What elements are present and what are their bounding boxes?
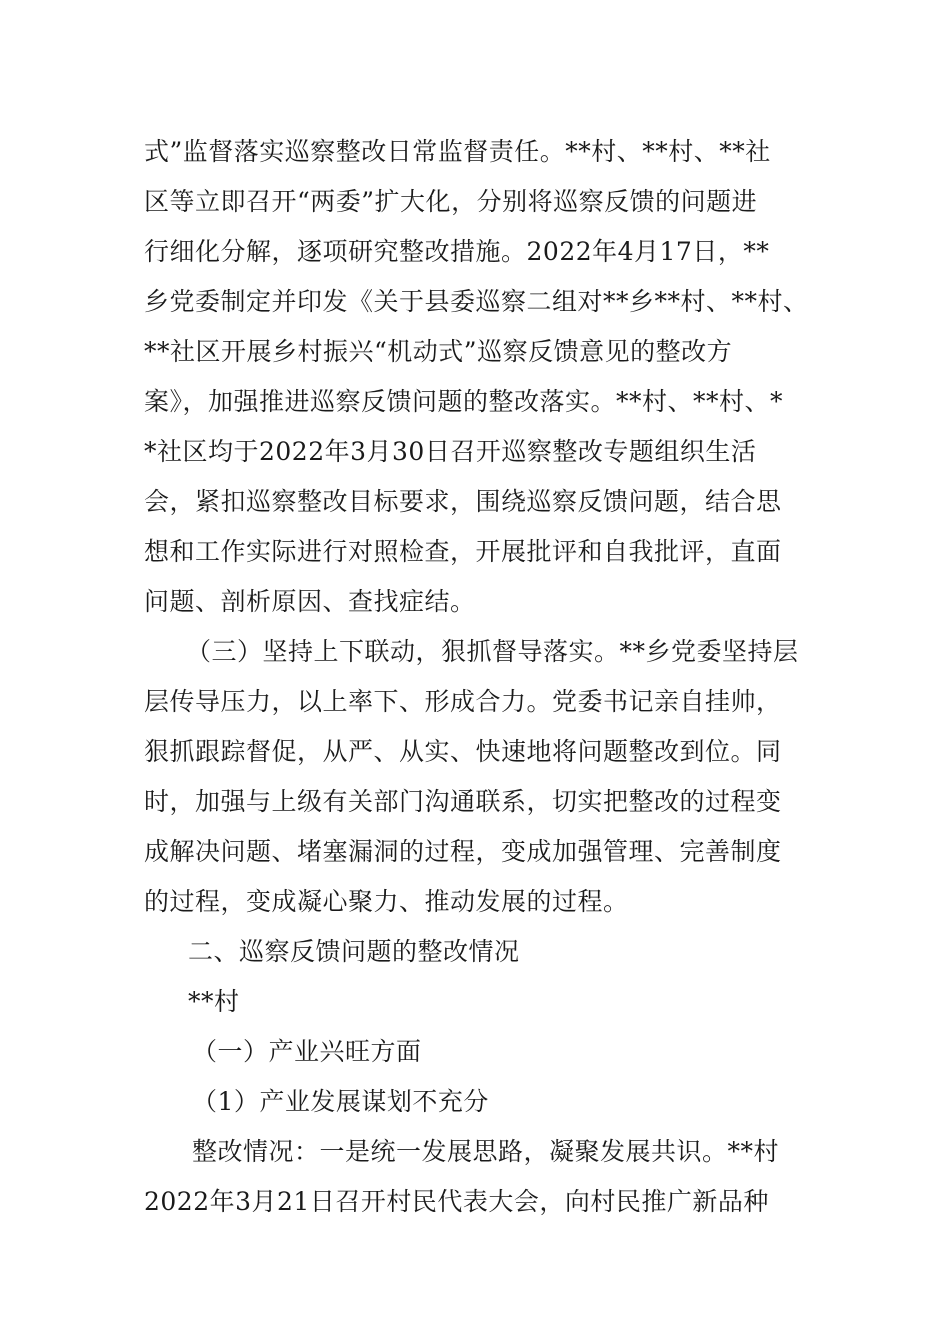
body-line-2: 区等立即召开“两委”扩大化，分别将巡察反馈的问题进 [144, 187, 758, 216]
rectification-line-2: 2022年3月21日召开村民代表大会，向村民推广新品种 [144, 1187, 769, 1216]
body-line-1: 式”监督落实巡察整改日常监督责任。**村、**村、**社 [144, 137, 771, 166]
body-line-5: **社区开展乡村振兴“机动式”巡察反馈意见的整改方 [144, 337, 733, 366]
rectification-line-1: 整改情况：一是统一发展思路，凝聚发展共识。**村 [192, 1137, 780, 1166]
body-line-10: 问题、剖析原因、查找症结。 [144, 587, 476, 616]
body-line-4: 乡党委制定并印发《关于县委巡察二组对**乡**村、**村、 [144, 287, 809, 316]
body-line-13: 狠抓跟踪督促，从严、从实、快速地将问题整改到位。同 [144, 737, 782, 766]
body-line-8: 会，紧扣巡察整改目标要求，围绕巡察反馈问题，结合思 [144, 487, 782, 516]
body-line-15: 成解决问题、堵塞漏洞的过程，变成加强管理、完善制度 [144, 837, 782, 866]
body-line-6: 案》，加强推进巡察反馈问题的整改落实。**村、**村、* [144, 387, 784, 416]
body-line-3: 行细化分解，逐项研究整改措施。2022年4月17日，** [144, 237, 770, 266]
body-line-12: 层传导压力，以上率下、形成合力。党委书记亲自挂帅， [144, 687, 782, 716]
body-line-7: *社区均于2022年3月30日召开巡察整改专题组织生活 [144, 437, 757, 466]
paragraph-3-first-line: （三）坚持上下联动，狠抓督导落实。**乡党委坚持层 [186, 637, 799, 666]
section-heading: 二、巡察反馈问题的整改情况 [188, 937, 520, 966]
body-line-9: 想和工作实际进行对照检查，开展批评和自我批评，直面 [144, 537, 782, 566]
body-line-14: 时，加强与上级有关部门沟通联系，切实把整改的过程变 [144, 787, 782, 816]
village-heading: **村 [188, 987, 240, 1016]
body-line-16: 的过程，变成凝心聚力、推动发展的过程。 [144, 887, 629, 916]
subsection-heading: （一）产业兴旺方面 [192, 1037, 422, 1066]
item-heading: （1）产业发展谋划不充分 [192, 1087, 489, 1116]
